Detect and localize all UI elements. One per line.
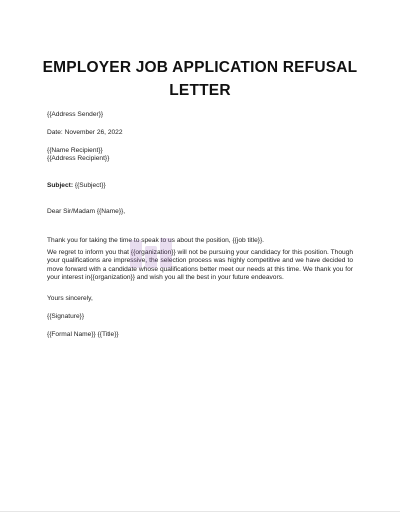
- page-bottom-edge: [0, 511, 400, 512]
- recipient-block: [47, 147, 353, 164]
- paragraph-1-block: [47, 237, 353, 245]
- paragraph-2: We regret to inform you that {{organization}} will not be pursuing your candidacy for this position. Though your qualifications are impressive, the selection process was highly competitive and we have decided to move forward with a candidate whose qualifications better meet our needs at this time. We thank you for your interest in{{organization}} and wish you all the best in your future endeavors.: [47, 249, 353, 282]
- subject-label: Subject:: [47, 182, 74, 189]
- address-sender: {{Address Sender}}: [47, 111, 104, 118]
- watermark-logo-icon: [128, 236, 174, 272]
- address-recipient: {{Address Recipient}}: [47, 155, 110, 163]
- sender-address-block: [47, 111, 353, 119]
- paragraph-1: Thank you for taking the time to speak to us about the position, {{job title}}.: [47, 237, 265, 244]
- formal-name-title: {{Formal Name}} {{Title}}: [47, 331, 119, 338]
- title-line-2: LETTER: [169, 82, 231, 99]
- closing: Yours sincerely,: [47, 295, 93, 302]
- date-block: [47, 129, 353, 137]
- letter-title: [40, 56, 360, 102]
- subject-value: {{Subject}}: [73, 182, 106, 189]
- paragraph-2-block: [47, 249, 353, 283]
- signature-block: [47, 313, 353, 321]
- greeting: Dear Sir/Madam {{Name}},: [47, 208, 126, 215]
- greeting-block: [47, 208, 353, 216]
- name-recipient: {{Name Recipient}}: [47, 147, 103, 154]
- closing-block: [47, 295, 353, 303]
- signature: {{Signature}}: [47, 313, 85, 320]
- formal-name-block: [47, 331, 353, 339]
- subject-block: [47, 182, 353, 190]
- letter-date: Date: November 26, 2022: [47, 129, 123, 136]
- title-line-1: EMPLOYER JOB APPLICATION REFUSAL: [42, 59, 358, 76]
